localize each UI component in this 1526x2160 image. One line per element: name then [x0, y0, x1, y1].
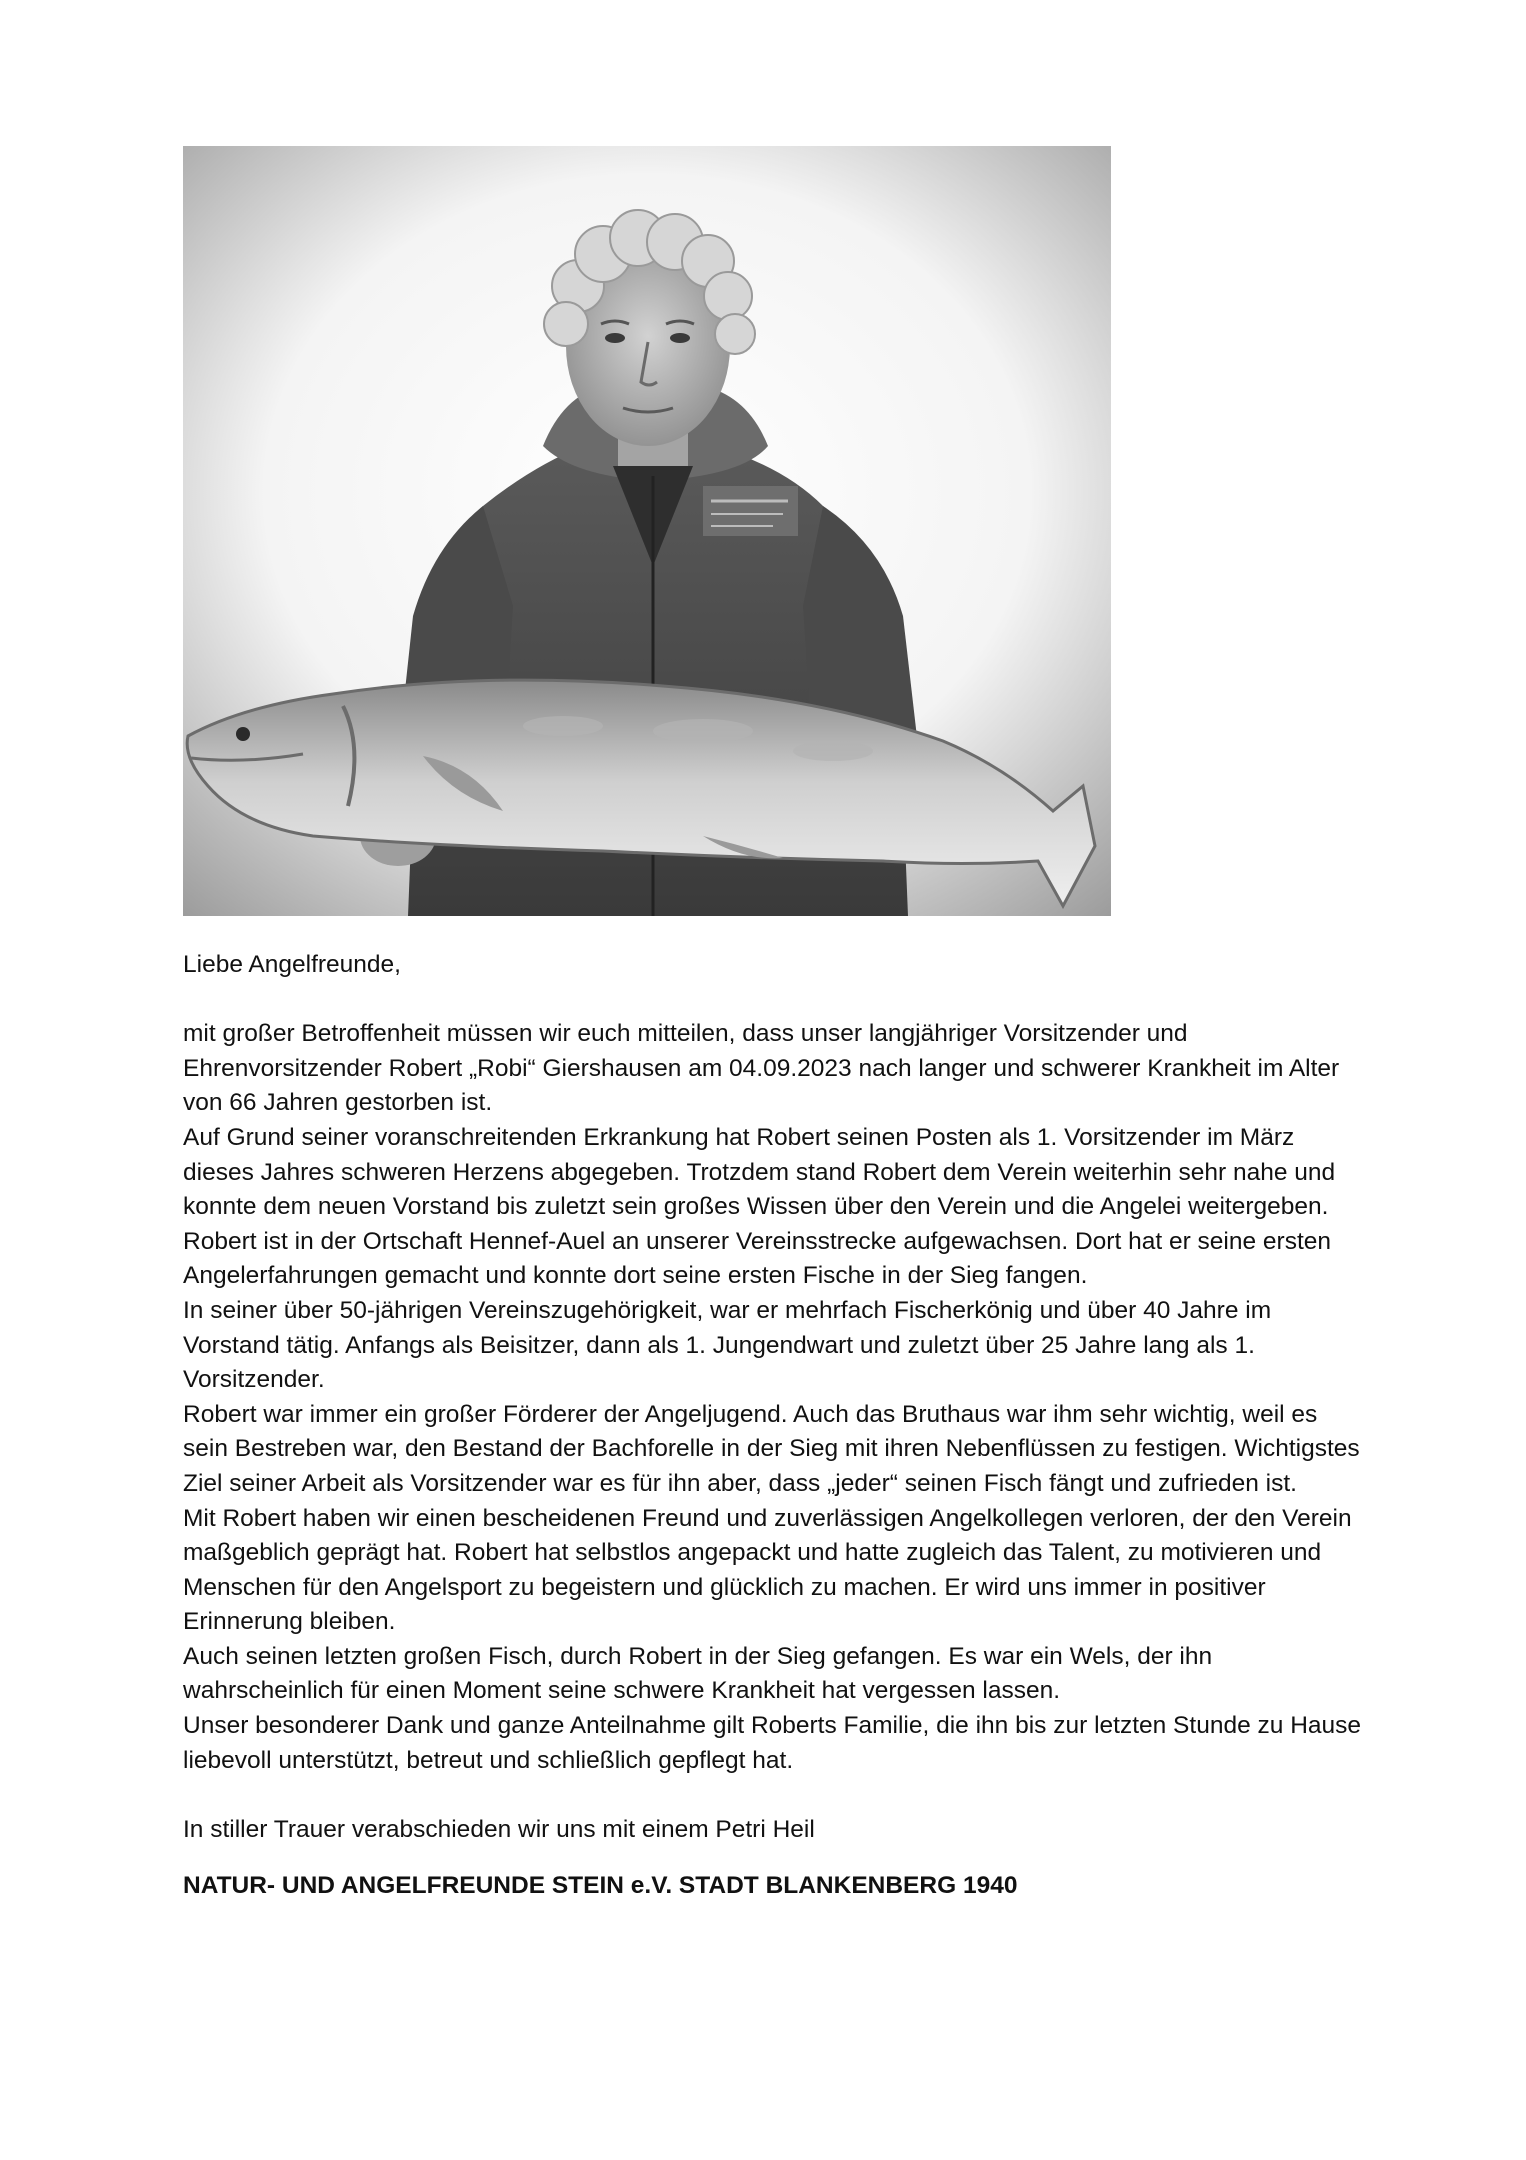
- paragraph: Unser besonderer Dank und ganze Anteilnahme gilt Roberts Familie, die ihn bis zur letzten Stunde zu Hause liebevoll unterstützt, betreut und schließlich gepflegt hat.: [183, 1712, 1362, 1774]
- memorial-photo: [183, 146, 1111, 916]
- letter-body: [183, 948, 1363, 1904]
- paragraph: In seiner über 50-jährigen Vereinszugehörigkeit, war er mehrfach Fischerkönig und über 40 Jahre im Vorstand tätig. Anfangs als Beisitzer, dann als 1. Jungendwart und zuletzt über 25 Jahre lang als 1. Vorsitzender.: [183, 1296, 1272, 1394]
- paragraph: Robert ist in der Ortschaft Hennef-Auel an unserer Vereinsstrecke aufgewachsen. Dort hat er seine ersten Angelerfahrungen gemacht und konnte dort seine ersten Fische in der Sieg fangen.: [183, 1227, 1332, 1290]
- paragraph: Robert war immer ein großer Förderer der Angeljugend. Auch das Bruthaus war ihm sehr wichtig, weil es sein Bestreben war, den Bestand der Bachforelle in der Sieg mit ihren Nebenflüssen zu festigen. Wichtigstes Ziel seiner Arbeit als Vorsitzender war es für ihn aber, dass „jeder“ seinen Fisch fängt und zufrieden ist.: [183, 1400, 1360, 1497]
- paragraph: Auch seinen letzten großen Fisch, durch Robert in der Sieg gefangen. Es war ein Wels, der ihn wahrscheinlich für einen Moment seine schwere Krankheit hat vergessen lassen.: [183, 1642, 1213, 1705]
- paragraph: Auf Grund seiner voranschreitenden Erkrankung hat Robert seinen Posten als 1. Vorsitzender im März dieses Jahres schweren Herzens abgegeben. Trotzdem stand Robert dem Verein weiterhin sehr nahe und konnte dem neuen Vorstand bis zuletzt sein großes Wissen über den Verein und die Angelei weitergeben.: [183, 1123, 1336, 1221]
- signature: NATUR- UND ANGELFREUNDE STEIN e.V. STADT BLANKENBERG 1940: [183, 1872, 1018, 1900]
- closing-line: In stiller Trauer verabschieden wir uns mit einem Petri Heil: [183, 1815, 815, 1843]
- paragraph: mit großer Betroffenheit müssen wir euch mitteilen, dass unser langjähriger Vorsitzender und Ehrenvorsitzender Robert „Robi“ Giershausen am 04.09.2023 nach langer und schwerer Krankheit im Alter von 66 Jahren gestorben ist.: [183, 1020, 1340, 1117]
- greeting: Liebe Angelfreunde,: [183, 951, 401, 978]
- paragraph: Mit Robert haben wir einen bescheidenen Freund und zuverlässigen Angelkollegen verloren, der den Verein maßgeblich geprägt hat. Robert hat selbstlos angepackt und hatte zugleich das Talent, zu motivieren und Menschen für den Angelsport zu begeistern und glücklich zu machen. Er wird uns immer in positiver Erinnerung bleiben.: [183, 1504, 1352, 1636]
